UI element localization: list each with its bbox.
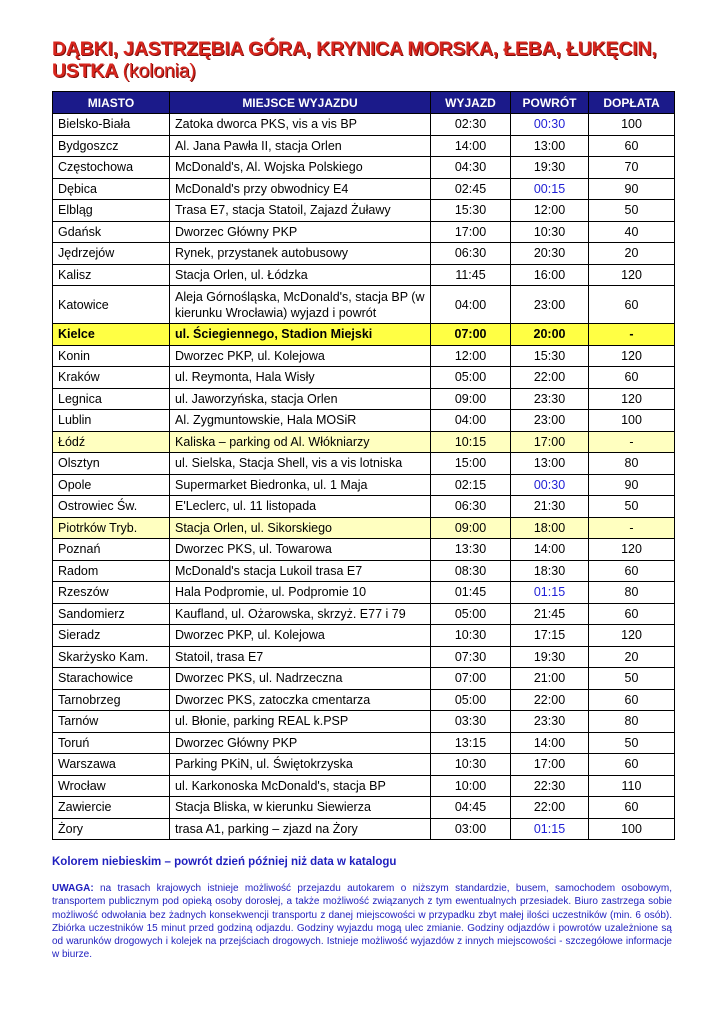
cell-departure-time: 07:00 [431,668,511,690]
cell-departure-place: Dworzec PKP, ul. Kolejowa [170,345,431,367]
cell-surcharge: 50 [589,668,675,690]
cell-surcharge: - [589,431,675,453]
table-row [53,539,675,561]
cell-city: Warszawa [53,754,170,776]
cell-departure-place: Stacja Orlen, ul. Sikorskiego [170,517,431,539]
cell-surcharge: 80 [589,453,675,475]
cell-departure-place: Dworzec PKS, zatoczka cmentarza [170,689,431,711]
table-row [53,754,675,776]
page-title [52,38,692,82]
header-departure-place: MIEJSCE WYJAZDU [170,92,431,114]
cell-surcharge: 60 [589,797,675,819]
cell-surcharge: 100 [589,114,675,136]
table-row [53,324,675,346]
cell-return-time: 22:00 [511,797,589,819]
table-row [53,221,675,243]
cell-surcharge: 90 [589,474,675,496]
cell-return-time: 18:00 [511,517,589,539]
table-row [53,410,675,432]
cell-city: Dębica [53,178,170,200]
table-row [53,474,675,496]
cell-departure-place: Rynek, przystanek autobusowy [170,243,431,265]
cell-city: Rzeszów [53,582,170,604]
cell-departure-time: 05:00 [431,603,511,625]
table-header-row [53,92,675,114]
cell-return-time: 15:30 [511,345,589,367]
cell-surcharge: 60 [589,603,675,625]
cell-departure-place: ul. Reymonta, Hala Wisły [170,367,431,389]
table-row [53,646,675,668]
cell-departure-place: McDonald's przy obwodnicy E4 [170,178,431,200]
cell-return-time: 21:30 [511,496,589,518]
table-body [53,114,675,840]
cell-city: Kalisz [53,264,170,286]
cell-surcharge: 40 [589,221,675,243]
cell-surcharge: 60 [589,754,675,776]
table-row [53,157,675,179]
cell-surcharge: 60 [589,689,675,711]
cell-departure-place: Parking PKiN, ul. Świętokrzyska [170,754,431,776]
cell-return-time: 21:00 [511,668,589,690]
cell-return-time: 16:00 [511,264,589,286]
cell-departure-time: 10:00 [431,775,511,797]
table-row [53,243,675,265]
table-row [53,178,675,200]
cell-departure-time: 14:00 [431,135,511,157]
cell-departure-time: 10:30 [431,754,511,776]
cell-surcharge: 20 [589,646,675,668]
cell-departure-time: 09:00 [431,517,511,539]
cell-city: Tarnobrzeg [53,689,170,711]
cell-departure-place: Dworzec Główny PKP [170,732,431,754]
cell-city: Łódź [53,431,170,453]
cell-return-time: 19:30 [511,646,589,668]
cell-city: Olsztyn [53,453,170,475]
cell-departure-place: Aleja Górnośląska, McDonald's, stacja BP (w kierunku Wrocławia) wyjazd i powrót [170,286,431,324]
cell-departure-time: 03:00 [431,818,511,840]
warning-label: UWAGA: [52,883,94,894]
cell-city: Żory [53,818,170,840]
cell-departure-place: Al. Jana Pawła II, stacja Orlen [170,135,431,157]
cell-surcharge: 60 [589,560,675,582]
cell-departure-time: 06:30 [431,243,511,265]
cell-departure-place: Dworzec PKS, ul. Nadrzeczna [170,668,431,690]
cell-city: Lublin [53,410,170,432]
cell-city: Zawiercie [53,797,170,819]
cell-city: Poznań [53,539,170,561]
footnote-next-day: Kolorem niebieskim – powrót dzień później niż data w katalogu [52,856,397,868]
cell-departure-time: 10:15 [431,431,511,453]
cell-departure-time: 03:30 [431,711,511,733]
cell-departure-time: 06:30 [431,496,511,518]
table-row [53,818,675,840]
cell-departure-time: 09:00 [431,388,511,410]
cell-departure-time: 02:15 [431,474,511,496]
departure-schedule-table [52,91,675,840]
cell-departure-time: 05:00 [431,689,511,711]
cell-return-time: 13:00 [511,135,589,157]
cell-surcharge: 70 [589,157,675,179]
cell-departure-place: Kaliska – parking od Al. Włókniarzy [170,431,431,453]
table-row [53,625,675,647]
header-surcharge: DOPŁATA [589,92,675,114]
cell-return-time: 19:30 [511,157,589,179]
cell-city: Ostrowiec Św. [53,496,170,518]
cell-surcharge: - [589,517,675,539]
warning-note [52,882,672,962]
cell-surcharge: 100 [589,818,675,840]
header-departure-time: WYJAZD [431,92,511,114]
table-row [53,496,675,518]
cell-return-time: 22:00 [511,689,589,711]
cell-city: Elbląg [53,200,170,222]
cell-departure-time: 07:00 [431,324,511,346]
table-row [53,453,675,475]
cell-departure-place: McDonald's, Al. Wojska Polskiego [170,157,431,179]
cell-return-time: 20:00 [511,324,589,346]
table-row [53,388,675,410]
cell-city: Wrocław [53,775,170,797]
cell-departure-place: Stacja Bliska, w kierunku Siewierza [170,797,431,819]
cell-return-time: 18:30 [511,560,589,582]
cell-departure-place: Al. Zygmuntowskie, Hala MOSiR [170,410,431,432]
cell-departure-time: 08:30 [431,560,511,582]
cell-departure-place: Supermarket Biedronka, ul. 1 Maja [170,474,431,496]
title-subtitle: (kolonia) [122,60,196,82]
table-row [53,367,675,389]
cell-surcharge: 50 [589,496,675,518]
table-row [53,775,675,797]
cell-departure-place: Hala Podpromie, ul. Podpromie 10 [170,582,431,604]
cell-surcharge: 120 [589,539,675,561]
cell-departure-time: 15:30 [431,200,511,222]
cell-city: Piotrków Tryb. [53,517,170,539]
cell-departure-time: 04:00 [431,286,511,324]
cell-return-time: 22:00 [511,367,589,389]
cell-surcharge: 80 [589,582,675,604]
table-row [53,603,675,625]
table-row [53,135,675,157]
cell-surcharge: - [589,324,675,346]
cell-city: Częstochowa [53,157,170,179]
table-row [53,732,675,754]
table-row [53,668,675,690]
cell-departure-time: 12:00 [431,345,511,367]
cell-departure-time: 05:00 [431,367,511,389]
cell-return-time: 13:00 [511,453,589,475]
cell-city: Opole [53,474,170,496]
cell-city: Sieradz [53,625,170,647]
cell-surcharge: 80 [589,711,675,733]
cell-departure-time: 01:45 [431,582,511,604]
cell-departure-place: Dworzec PKS, ul. Towarowa [170,539,431,561]
cell-departure-place: Dworzec Główny PKP [170,221,431,243]
cell-return-time: 14:00 [511,732,589,754]
cell-departure-time: 02:30 [431,114,511,136]
cell-return-time: 12:00 [511,200,589,222]
cell-departure-place: Stacja Orlen, ul. Łódzka [170,264,431,286]
cell-city: Kraków [53,367,170,389]
cell-departure-place: ul. Jaworzyńska, stacja Orlen [170,388,431,410]
table-row [53,560,675,582]
cell-departure-time: 07:30 [431,646,511,668]
cell-return-time: 17:15 [511,625,589,647]
cell-departure-place: ul. Błonie, parking REAL k.PSP [170,711,431,733]
cell-city: Bielsko-Biała [53,114,170,136]
cell-departure-place: Trasa E7, stacja Statoil, Zajazd Żuławy [170,200,431,222]
title-main: DĄBKI, JASTRZĘBIA GÓRA, KRYNICA MORSKA, ŁEBA, ŁUKĘCIN, USTKA [52,38,657,82]
cell-return-time: 14:00 [511,539,589,561]
cell-city: Sandomierz [53,603,170,625]
cell-city: Starachowice [53,668,170,690]
cell-return-time: 01:15 [511,818,589,840]
cell-departure-place: trasa A1, parking – zjazd na Żory [170,818,431,840]
cell-surcharge: 60 [589,367,675,389]
cell-departure-time: 04:30 [431,157,511,179]
cell-departure-time: 15:00 [431,453,511,475]
cell-surcharge: 110 [589,775,675,797]
warning-text: na trasach krajowych istnieje możliwość przejazdu autokarem o niższym standardzie, busem, samochodem osobowym, transportem publicznym pod opieką osoby dorosłej, a także możliwość związanych z tym ewentualnych przesiadek. Biuro zastrzega sobie możliwość odwołania bez żadnych konsekwencji transportu z danej miejscowości w przypadku zbyt małej ilości uczestników (min. 6 osób). Zbiórka uczestników 15 minut przed godziną odjazdu. Godziny wyjazdu mogą ulec zmianie. Godziny odjazdów i powrotów uzależnione są od warunków drogowych i kolejek na przejściach drogowych. Istnieje możliwość wyjazdów z innych miejscowości - szczegółowe informacje w biurze. [52,883,672,961]
header-city: MIASTO [53,92,170,114]
table-row [53,797,675,819]
table-row [53,114,675,136]
table-row [53,286,675,324]
table-row [53,264,675,286]
cell-return-time: 23:30 [511,388,589,410]
table-row [53,200,675,222]
cell-departure-place: Dworzec PKP, ul. Kolejowa [170,625,431,647]
cell-surcharge: 120 [589,345,675,367]
cell-surcharge: 50 [589,200,675,222]
cell-return-time: 10:30 [511,221,589,243]
cell-departure-place: Statoil, trasa E7 [170,646,431,668]
cell-city: Konin [53,345,170,367]
cell-surcharge: 20 [589,243,675,265]
cell-return-time: 00:30 [511,114,589,136]
cell-surcharge: 60 [589,286,675,324]
table-row [53,431,675,453]
table-row [53,689,675,711]
cell-departure-time: 13:30 [431,539,511,561]
cell-city: Skarżysko Kam. [53,646,170,668]
cell-return-time: 17:00 [511,754,589,776]
cell-departure-place: ul. Ściegiennego, Stadion Miejski [170,324,431,346]
cell-surcharge: 120 [589,625,675,647]
cell-return-time: 20:30 [511,243,589,265]
cell-return-time: 21:45 [511,603,589,625]
table-row [53,517,675,539]
cell-return-time: 23:30 [511,711,589,733]
cell-city: Legnica [53,388,170,410]
cell-departure-place: E'Leclerc, ul. 11 listopada [170,496,431,518]
cell-city: Bydgoszcz [53,135,170,157]
cell-return-time: 22:30 [511,775,589,797]
cell-departure-time: 04:00 [431,410,511,432]
cell-departure-time: 17:00 [431,221,511,243]
cell-city: Kielce [53,324,170,346]
cell-city: Toruń [53,732,170,754]
cell-departure-place: Zatoka dworca PKS, vis a vis BP [170,114,431,136]
cell-return-time: 23:00 [511,410,589,432]
cell-return-time: 17:00 [511,431,589,453]
table-row [53,711,675,733]
cell-surcharge: 90 [589,178,675,200]
cell-surcharge: 50 [589,732,675,754]
cell-city: Gdańsk [53,221,170,243]
cell-departure-place: ul. Karkonoska McDonald's, stacja BP [170,775,431,797]
cell-surcharge: 120 [589,388,675,410]
header-return-time: POWRÓT [511,92,589,114]
cell-return-time: 00:30 [511,474,589,496]
cell-surcharge: 100 [589,410,675,432]
cell-return-time: 01:15 [511,582,589,604]
cell-departure-time: 04:45 [431,797,511,819]
cell-city: Jędrzejów [53,243,170,265]
cell-city: Radom [53,560,170,582]
cell-return-time: 23:00 [511,286,589,324]
table-row [53,582,675,604]
cell-departure-place: ul. Sielska, Stacja Shell, vis a vis lotniska [170,453,431,475]
cell-departure-place: McDonald's stacja Lukoil trasa E7 [170,560,431,582]
cell-departure-place: Kaufland, ul. Ożarowska, skrzyż. E77 i 79 [170,603,431,625]
cell-city: Tarnów [53,711,170,733]
cell-departure-time: 02:45 [431,178,511,200]
cell-departure-time: 10:30 [431,625,511,647]
cell-return-time: 00:15 [511,178,589,200]
cell-city: Katowice [53,286,170,324]
table-row [53,345,675,367]
cell-surcharge: 120 [589,264,675,286]
cell-departure-time: 11:45 [431,264,511,286]
cell-departure-time: 13:15 [431,732,511,754]
cell-surcharge: 60 [589,135,675,157]
